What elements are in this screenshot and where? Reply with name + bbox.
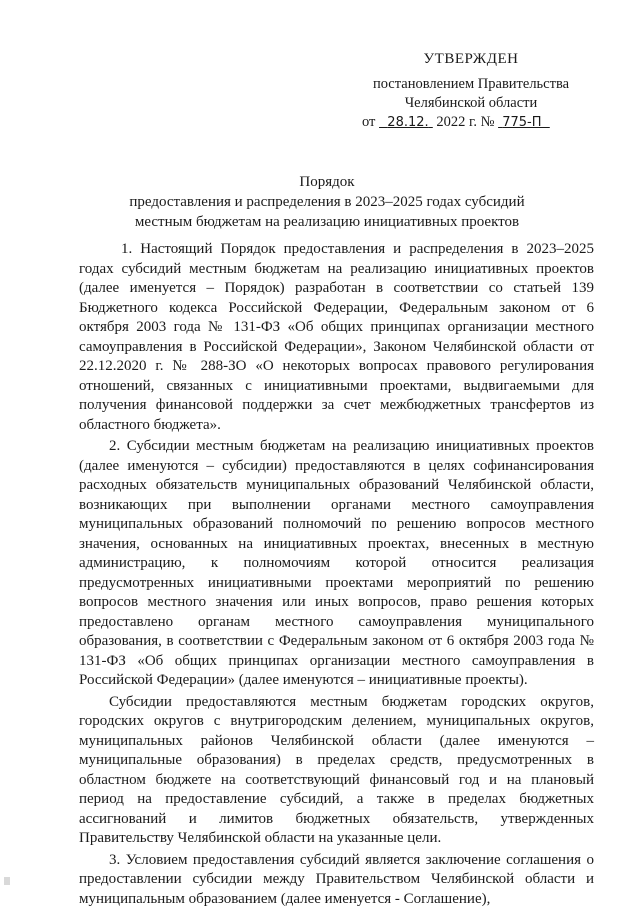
approval-line-2: Челябинской области (404, 95, 538, 111)
scan-mark (4, 877, 10, 885)
heading-title: Порядок (299, 174, 355, 190)
document-heading (60, 172, 594, 232)
paragraph-2: 2. Субсидии местным бюджетам на реализацию инициативных проектов (далее именуются – субсидии) предоставляются в целях софинансирования расходных обязательств муниципальных образований Челябинской области, возникающих при выполнении органами местного самоуправления муниципальных образований полномочий по решению вопросов местного значения, основанных на инициативных проектах, внесенных в местную администрацию, к полномочиям которой относится реализация предусмотренных инициативными проектами мероприятий по решению вопросов местного значения или иных вопросов, право решения которых предоставлено органам местного самоуправления муниципального образования, в соответствии с Федеральным законом от 6 октября 2003 года № 131-ФЗ «Об общих принципах организации местного самоуправления в Российской Федерации» (далее именуются – инициативные проекты). (79, 438, 594, 688)
date-prefix: от (362, 114, 376, 130)
document-number: 775-П (502, 115, 542, 130)
date-year: 2022 г. № (436, 114, 495, 130)
document-body (79, 240, 594, 911)
approval-title: УТВЕРЖДЕН (423, 51, 519, 67)
paragraph-4: 3. Условием предоставления субсидий является заключение соглашения о предоставлении субсидии между Правительством Челябинской области и муниципальным образованием (далее именуется - Соглашение), (79, 851, 594, 907)
approval-line-1: постановлением Правительства (372, 76, 570, 92)
date-value: 28.12. (387, 115, 429, 130)
paragraph-1: 1. Настоящий Порядок предоставления и распределения в 2023–2025 годах субсидий местным бюджетам на реализацию инициативных проектов (далее именуется – Порядок) разработан в соответствии со статьей 139 Бюджетного кодекса Российской Федерации, Федеральным законом от 6 октября 2003 года № 131-ФЗ «Об общих принципах организации местного самоуправления в Российской Федерации», Законом Челябинской области от 22.12.2020 г. № 288-ЗО «О некоторых вопросах правового регулирования отношений, связанных с инициативными проектами, выдвигаемыми для получения финансовой поддержки за счет межбюджетных трансфертов из областного бюджета». (79, 241, 594, 433)
approval-stamp (356, 50, 586, 132)
approval-date-line (356, 113, 586, 132)
heading-subtitle-2: местным бюджетам на реализацию инициативных проектов (134, 214, 520, 230)
heading-subtitle-1: предоставления и распределения в 2023–2025 годах субсидий (129, 194, 525, 210)
paragraph-3: Субсидии предоставляются местным бюджетам городских округов, городских округов с внутригородским делением, муниципальных округов, муниципальных районов Челябинской области (далее именуются – муниципальные образования) в пределах средств, предусмотренных в областном бюджете на соответствующий финансовый год и на плановый период на предоставление субсидий, а также в пределах бюджетных ассигнований и лимитов бюджетных обязательств, утвержденных Правительству Челябинской области на указанные цели. (79, 693, 594, 846)
